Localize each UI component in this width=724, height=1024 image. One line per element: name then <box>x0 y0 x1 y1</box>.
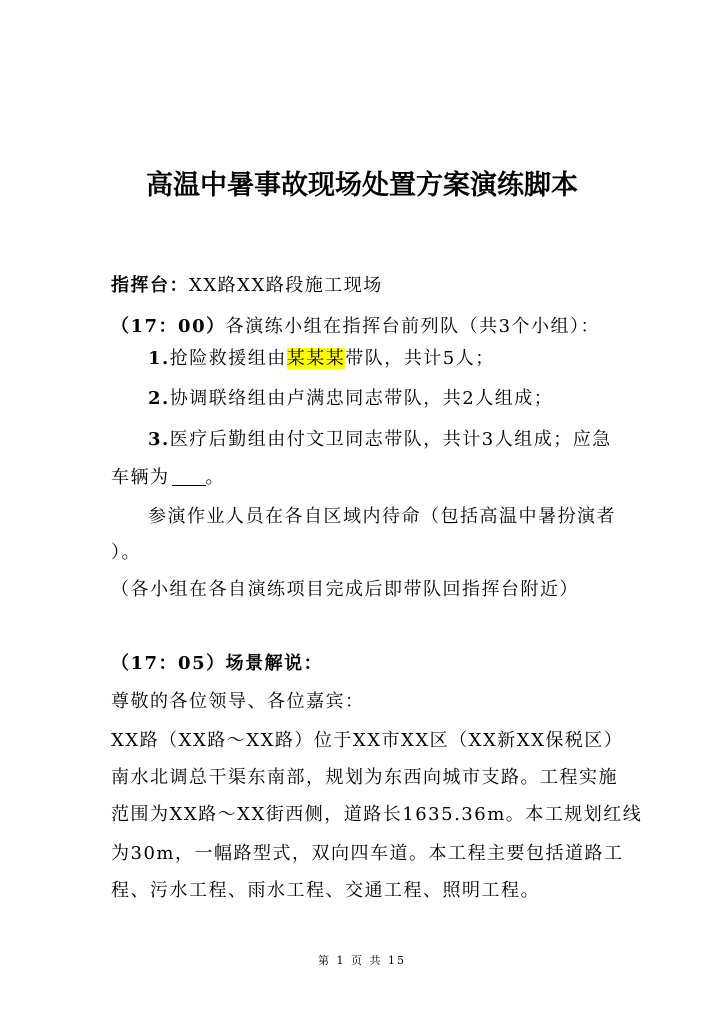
time-stamp-1: （17：00） <box>111 316 226 337</box>
command-location: XX路XX路段施工现场 <box>189 275 383 296</box>
paragraph-line: 程、污水工程、雨水工程、交通工程、照明工程。 <box>111 880 540 901</box>
list-item <box>148 387 553 411</box>
item-text: 协调联络组由卢满忠同志带队，共2人组成； <box>169 388 554 409</box>
note-line: （各小组在各自演练项目完成后即带队回指挥台附近） <box>111 579 579 600</box>
list-item <box>148 347 495 371</box>
item-text-pre: 抢险救援组由 <box>169 348 287 369</box>
standby-line-1: 参演作业人员在各自区域内待命（包括高温中暑扮演者 <box>148 506 616 527</box>
vehicle-line <box>111 466 225 490</box>
item-text: 医疗后勤组由付文卫同志带队，共计3人组成；应急 <box>169 429 612 450</box>
page-footer: 第 1 页 共 15 <box>318 954 406 967</box>
time-stamp-2: （17：05） <box>111 653 226 674</box>
time-line-2 <box>111 652 323 676</box>
item-number: 2. <box>148 388 170 409</box>
greeting-line: 尊敬的各位领导、各位嘉宾： <box>111 691 365 712</box>
fill-in-blank <box>172 467 206 486</box>
time-text-1: 各演练小组在指挥台前列队（共3个小组）： <box>225 316 601 337</box>
command-label: 指挥台： <box>111 275 189 296</box>
item-number: 1. <box>148 348 170 369</box>
vehicle-end: 。 <box>205 467 225 488</box>
vehicle-text: 车辆为 <box>111 467 170 488</box>
list-item <box>148 428 612 452</box>
time-line-1 <box>111 315 600 339</box>
standby-line-2: ）。 <box>111 542 141 563</box>
paragraph-line: 南水北调总干渠东南部，规划为东西向城市支路。工程实施 <box>111 767 618 788</box>
command-line <box>111 274 383 298</box>
document-title: 高温中暑事故现场处置方案演练脚本 <box>146 170 578 201</box>
item-number: 3. <box>148 429 170 450</box>
paragraph-line: XX路（XX路～XX路）位于XX市XX区（XX新XX保税区） <box>111 730 624 751</box>
scene-label: 场景解说： <box>225 653 324 674</box>
paragraph-line: 范围为XX路～XX街西侧，道路长1635.36m。本工规划红线 <box>111 804 643 825</box>
paragraph-line: 为30m，一幅路型式，双向四车道。本工程主要包括道路工 <box>111 843 624 864</box>
highlighted-name: 某某某 <box>286 348 346 369</box>
item-text-post: 带队，共计5人； <box>345 348 495 369</box>
